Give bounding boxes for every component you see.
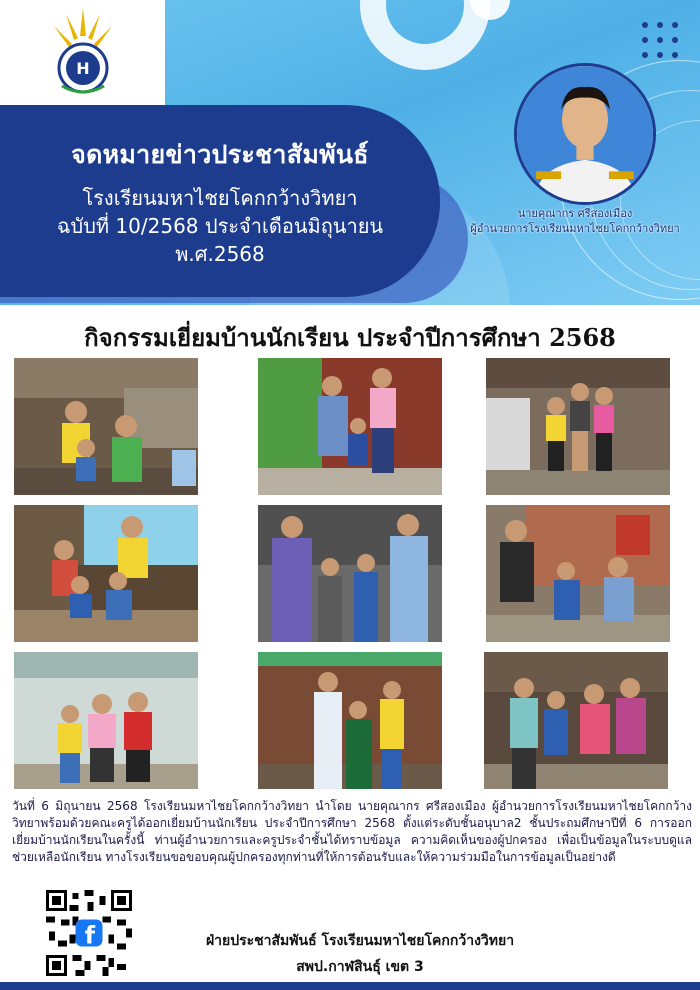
family-photo-6 [486,505,670,642]
school-name: โรงเรียนมหาไชยโคกกว้างวิทยา [82,186,358,210]
svg-text:f: f [84,921,96,950]
family-photo-8 [258,652,442,789]
director-name: นายคุณากร ศรีสองเมือง [517,207,633,220]
family-photo-3 [486,358,670,495]
activity-title: กิจกรรมเยี่ยมบ้านนักเรียน ประจำปีการศึกษา 2568 [84,323,616,352]
newsletter-title: จดหมายข่าวประชาสัมพันธ์ [71,140,369,169]
footer-area: สพป.กาฬสินธุ์ เขต 3 [296,959,424,975]
family-photo-2 [258,358,442,495]
footer-department: ฝ่ายประชาสัมพันธ์ โรงเรียนมหาไชยโคกกว้างวิทยา [205,933,515,949]
director-caption [440,206,700,236]
family-photo-4 [14,505,198,642]
family-photo-1 [14,358,198,495]
issue-year: พ.ศ.2568 [175,242,265,266]
issue-line: ฉบับที่ 10/2568 ประจำเดือนมิถุนายน [56,214,384,238]
family-photo-9 [484,652,668,789]
svg-text:H: H [76,59,90,78]
bottom-bar [0,982,700,990]
title-panel [0,105,440,297]
family-photo-5 [258,505,442,642]
director-position: ผู้อำนวยการโรงเรียนมหาไชยโคกกว้างวิทยา [470,222,680,235]
director-portrait [514,63,656,205]
family-photo-7 [14,652,198,789]
school-emblem-icon [48,6,118,96]
activity-caption: วันที่ 6 มิถุนายน 2568 โรงเรียนมหาไชยโคกกว้างวิทยา นำโดย นายคุณากร ศรีสองเมือง ผู้อำนวยการโรงเรียนมหาไชยโคกกว้างวิทยาพร้อมด้วยคณะครูได้ออกเยี่ยมบ้านนักเรียน ประจำปีการศึกษา 2568 ตั้งแต่ระดับชั้นอนุบาล2 ชั้นประถมศึกษาปีที่ 6 การออกเยี่ยมบ้านนักเรียนในครั้งนี้ ท่านผู้อำนวยการและครูประจำชั้นได้ทราบข้อมูล ความคิดเห็นของผู้ปกครอง เพื่อเป็นข้อมูลในระบบดูแลช่วยเหลือนักเรียน ทางโรงเรียนขอขอบคุณผู้ปกครองทุกท่านที่ให้การต้อนรับและให้ความร่วมมือในการข้อมูลเป็นอย่างดี [12,799,692,864]
decorative-dots [640,20,680,60]
